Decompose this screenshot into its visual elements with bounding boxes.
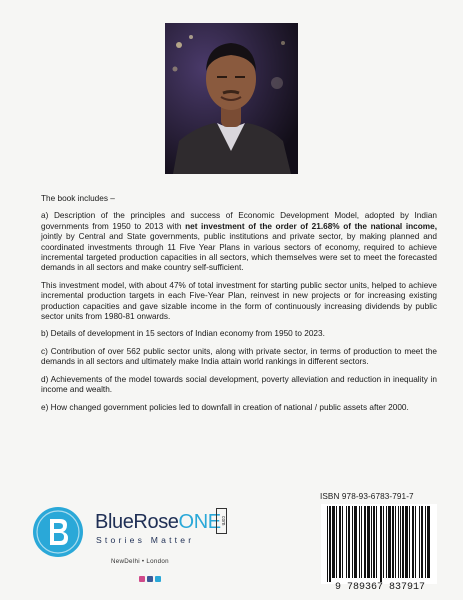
- barcode-bar: [405, 506, 408, 578]
- barcode-bar: [383, 506, 384, 578]
- barcode-bar: [329, 506, 331, 582]
- barcode-bar: [367, 506, 370, 578]
- barcode-bar: [346, 506, 347, 578]
- instagram-icon: [139, 576, 145, 582]
- barcode-bar: [425, 506, 426, 578]
- barcode-bar: [327, 506, 328, 582]
- author-photo: [165, 23, 298, 174]
- model-paragraph: This investment model, with about 47% of total investment for starting public sector units, helped to achieve incremental production targets in each Five-Year Plan, reinvest in new projects or for increasing existing production capacities and gave sizable income in the form of continuously increasing dividends by public sector units from 1980-81 onwards.: [41, 280, 437, 322]
- barcode-bar: [402, 506, 404, 578]
- intro-line: The book includes –: [41, 194, 115, 203]
- barcode-bar: [354, 506, 357, 578]
- barcode-bar: [388, 506, 391, 578]
- facebook-icon: [147, 576, 153, 582]
- barcode-bar: [386, 506, 387, 578]
- barcode-bar: [359, 506, 360, 578]
- book-description: [41, 194, 437, 420]
- barcode-bar: [342, 506, 343, 578]
- bluerose-logo-icon: [32, 506, 84, 558]
- barcode-bar: [427, 506, 430, 578]
- highlight-investment: net investment of the order of 21.68% of the national income,: [185, 221, 437, 231]
- twitter-icon: [155, 576, 161, 582]
- barcode-bar: [364, 506, 366, 578]
- barcode-bar: [409, 506, 410, 578]
- point-e: e) How changed government policies led to downfall in creation of national / public assets after 2000.: [41, 402, 409, 412]
- point-a: a) Description of the principles and success of Economic Development Model, adopted by Indian governments from 1950 to 2013 with net investment of the order of 21.68% of the national income, jointly by Central and State governments, public institutions and private sector, by making planned and coordinated investments through 11 Five Year Plans in various sectors of economy, required to achieve incremental targeted production capacities in all sectors, which themselves were set to meet the forecasted demands in all sectors and make country self-sufficient.: [41, 211, 437, 273]
- barcode-bar: [412, 506, 414, 578]
- publisher-domain-badge: com: [216, 508, 227, 534]
- barcode-bar: [392, 506, 394, 578]
- barcode-bar: [376, 506, 377, 578]
- barcode-bar: [332, 506, 335, 578]
- barcode: [321, 504, 437, 584]
- publisher-name: BlueRoseONE: [95, 511, 221, 533]
- barcode-bar: [400, 506, 401, 578]
- social-icons: [139, 576, 161, 582]
- point-d: d) Achievements of the model towards social development, poverty alleviation and reduction in inequality in income and wealth.: [41, 374, 437, 395]
- barcode-bar: [373, 506, 375, 578]
- barcode-bar: [395, 506, 396, 578]
- barcode-bar: [371, 506, 372, 578]
- barcode-bar: [398, 506, 399, 578]
- point-c: c) Contribution of over 562 public sector units, along with private sector, in terms of production to meet the demands in all sectors and ultimately make India attain world rankings in different sectors.: [41, 346, 437, 367]
- barcode-bar: [348, 506, 350, 578]
- barcode-bar: [380, 506, 382, 582]
- barcode-bar: [421, 506, 423, 578]
- barcode-bar: [415, 506, 416, 578]
- barcode-bar: [419, 506, 420, 578]
- isbn-label: ISBN 978-93-6783-791-7: [320, 492, 414, 501]
- barcode-bar: [336, 506, 337, 578]
- publisher-cities: NewDelhi • London: [111, 558, 169, 565]
- publisher-tagline: Stories Matter: [96, 535, 195, 545]
- barcode-bar: [339, 506, 341, 578]
- point-b: b) Details of development in 15 sectors of Indian economy from 1950 to 2023.: [41, 329, 325, 339]
- barcode-bar: [361, 506, 362, 578]
- barcode-digits: 9 789367 837917: [334, 582, 425, 593]
- barcode-bar: [352, 506, 353, 578]
